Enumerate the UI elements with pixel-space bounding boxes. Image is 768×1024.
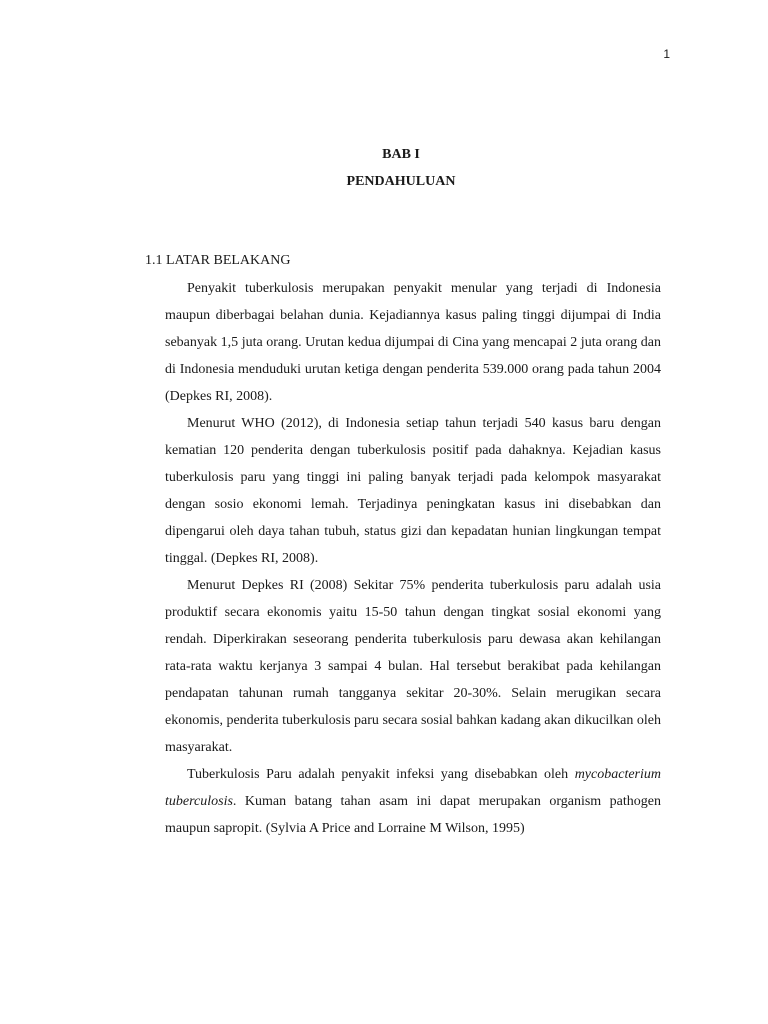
species-name: mycobacterium tuberculosis	[165, 767, 661, 809]
paragraph: Menurut Depkes RI (2008) Sekitar 75% penderita tuberkulosis paru adalah usia produktif secara ekonomis yaitu 15-50 tahun dengan tingkat sosial ekonomi yang rendah. Diperkirakan seseorang penderita tuberkulosis paru dewasa akan kehilangan rata-rata waktu kerjanya 3 sampai 4 bulan. Hal tersebut berakibat pada kehilangan pendapatan tahunan rumah tangganya sekitar 20-30%. Selain merugikan secara ekonomis, penderita tuberkulosis paru secara sosial bahkan kadang akan dikucilkan oleh masyarakat.	[165, 578, 661, 755]
chapter-title: PENDAHULUAN	[346, 174, 456, 189]
chapter-label: BAB I	[382, 147, 420, 162]
paragraph	[165, 761, 661, 842]
body-text	[165, 275, 661, 842]
page-number: 1	[663, 47, 670, 61]
paragraph-text: Tuberkulosis Paru adalah penyakit infeksi yang disebabkan oleh	[187, 767, 575, 782]
paragraph: Menurut WHO (2012), di Indonesia setiap tahun terjadi 540 kasus baru dengan kematian 120 penderita dengan tuberkulosis positif pada dahaknya. Kejadian kasus tuberkulosis paru yang tinggi ini paling banyak terjadi pada kelompok masyarakat dengan sosio ekonomi lemah. Terjadinya peningkatan kasus ini disebabkan dan dipengarui oleh daya tahan tubuh, status gizi dan kepadatan hunian lingkungan tempat tinggal. (Depkes RI, 2008).	[165, 416, 661, 566]
paragraph: Penyakit tuberkulosis merupakan penyakit menular yang terjadi di Indonesia maupun diberbagai belahan dunia. Kejadiannya kasus paling tinggi dijumpai di India sebanyak 1,5 juta orang. Urutan kedua dijumpai di Cina yang mencapai 2 juta orang dan di Indonesia menduduki urutan ketiga dengan penderita 539.000 orang pada tahun 2004 (Depkes RI, 2008).	[165, 281, 661, 404]
section-heading: 1.1 LATAR BELAKANG	[145, 253, 291, 268]
paragraph-text: . Kuman batang tahan asam ini dapat merupakan organism pathogen maupun sapropit. (Sylvia A Price and Lorraine M Wilson, 1995)	[165, 794, 661, 836]
